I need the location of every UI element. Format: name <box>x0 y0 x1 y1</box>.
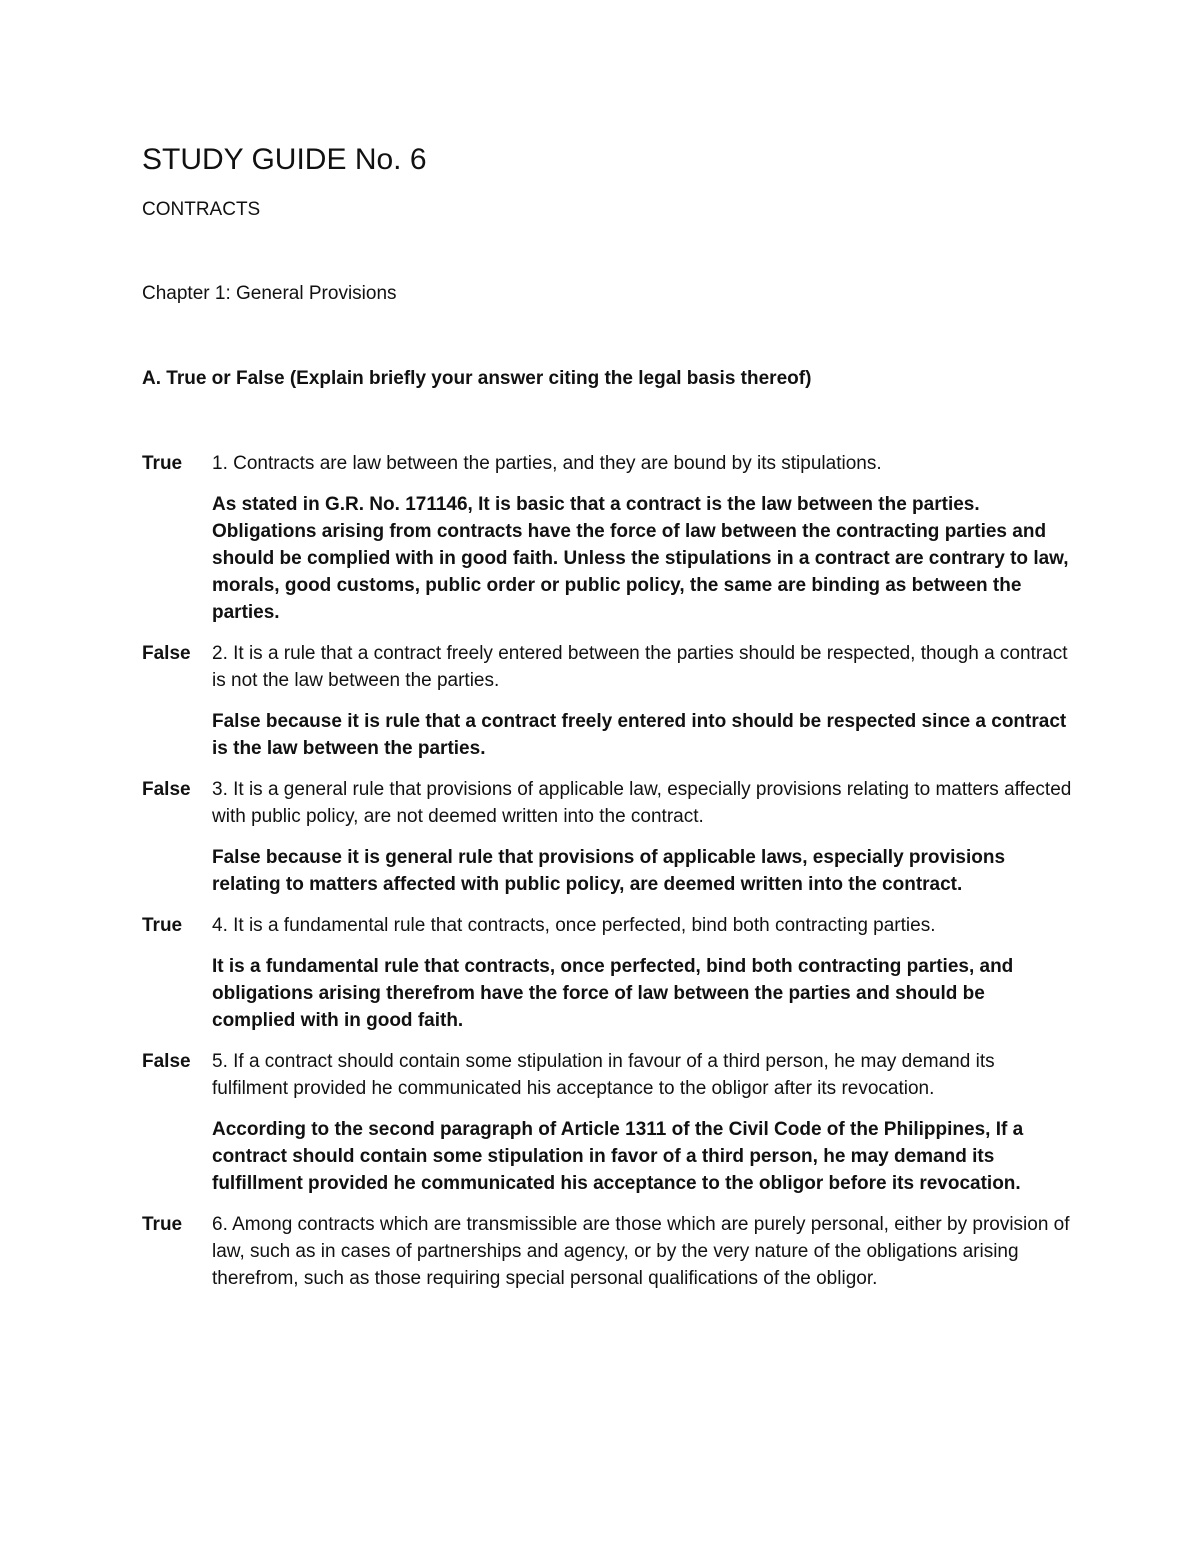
question-text: 1. Contracts are law between the parties, and they are bound by its stipulations. <box>212 453 882 474</box>
list-item <box>142 776 1072 912</box>
question-text: 4. It is a fundamental rule that contracts, once perfected, bind both contracting parties. <box>212 915 936 936</box>
list-item <box>142 1211 1072 1292</box>
question-text: 2. It is a rule that a contract freely entered between the parties should be respected, though a contract is not the law between the parties. <box>212 643 1068 691</box>
verdict-label: True <box>142 453 183 474</box>
question-list <box>142 450 1072 1292</box>
verdict-label: True <box>142 1214 183 1235</box>
verdict-label: False <box>142 779 191 800</box>
document-title: STUDY GUIDE No. 6 <box>142 143 427 176</box>
item-body <box>212 1211 1072 1292</box>
answer-text: As stated in G.R. No. 171146, It is basic that a contract is the law between the parties. Obligations arising from contracts have the force of law between the contracting parties and should be complied with in good faith. Unless the stipulations in a contract are contrary to law, morals, good customs, public order or public policy, the same are binding as between the parties. <box>212 494 1069 623</box>
question-text: 3. It is a general rule that provisions of applicable law, especially provisions relating to matters affected with public policy, are not deemed written into the contract. <box>212 779 1072 827</box>
list-item <box>142 912 1072 1048</box>
answer-text: It is a fundamental rule that contracts, once perfected, bind both contracting parties, and obligations arising therefrom have the force of law between the parties and should be complied with in good faith. <box>212 956 1014 1031</box>
item-body <box>212 776 1072 912</box>
verdict-label: False <box>142 1051 191 1072</box>
answer-text: False because it is general rule that provisions of applicable laws, especially provisions relating to matters affected with public policy, are deemed written into the contract. <box>212 847 1006 895</box>
item-body <box>212 1048 1072 1211</box>
verdict-label: False <box>142 643 191 664</box>
list-item <box>142 1048 1072 1211</box>
item-body <box>212 912 1072 1048</box>
answer-text: False because it is rule that a contract freely entered into should be respected since a contract is the law between the parties. <box>212 711 1067 759</box>
document-subtitle: CONTRACTS <box>142 199 261 220</box>
item-body <box>212 450 1072 640</box>
answer-text: According to the second paragraph of Article 1311 of the Civil Code of the Philippines, If a contract should contain some stipulation in favor of a third person, he may demand its fulfillment provided he communicated his acceptance to the obligor before its revocation. <box>212 1119 1024 1194</box>
question-text: 6. Among contracts which are transmissible are those which are purely personal, either by provision of law, such as in cases of partnerships and agency, or by the very nature of the obligations arising therefrom, such as those requiring special personal qualifications of the obligor. <box>212 1214 1070 1289</box>
list-item <box>142 640 1072 776</box>
section-heading: A. True or False (Explain briefly your answer citing the legal basis thereof) <box>142 368 812 389</box>
question-text: 5. If a contract should contain some stipulation in favour of a third person, he may demand its fulfilment provided he communicated his acceptance to the obligor after its revocation. <box>212 1051 995 1099</box>
verdict-label: True <box>142 915 183 936</box>
list-item <box>142 450 1072 640</box>
chapter-heading: Chapter 1: General Provisions <box>142 283 397 304</box>
item-body <box>212 640 1072 776</box>
